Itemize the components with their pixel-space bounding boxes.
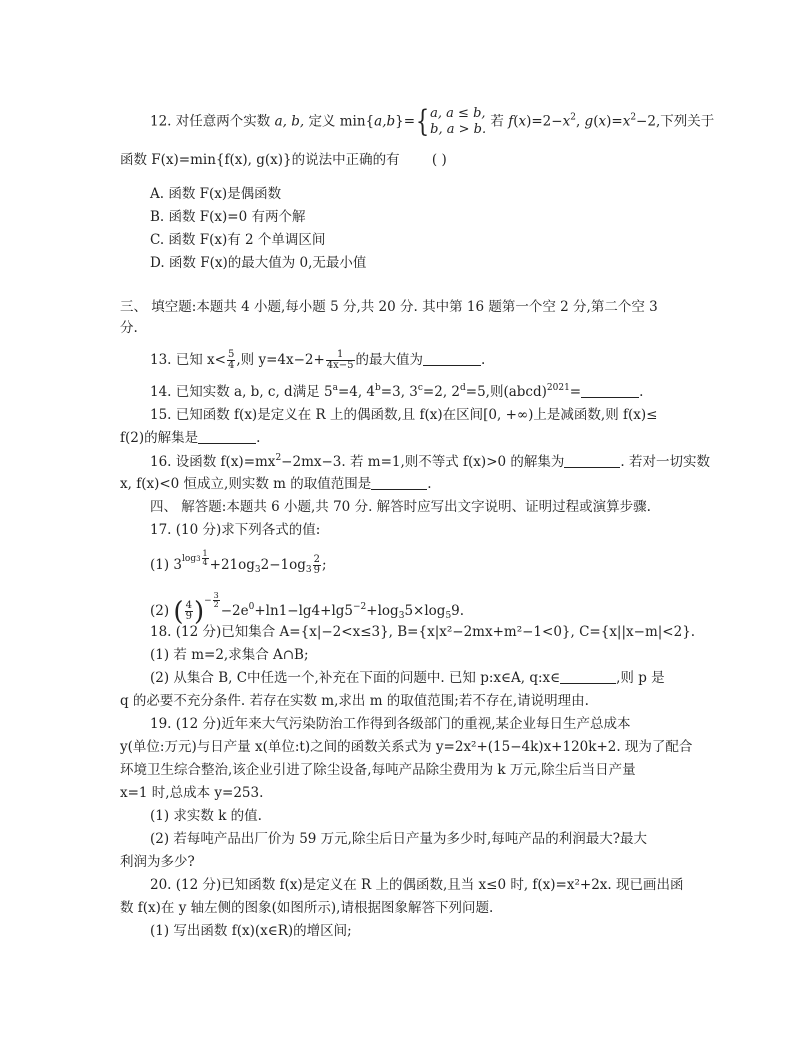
q19-part1: (1) 求实数 k 的值. [150,808,262,824]
q16-blank-2[interactable] [371,475,427,490]
q20-part1: (1) 写出函数 f(x)(x∈R)的增区间; [150,923,352,939]
q13-blank[interactable] [423,351,481,366]
q15-blank[interactable] [198,429,256,444]
q18-part2-cont: q 的必要不充分条件. 若存在实数 m,求出 m 的取值范围;若不存在,请说明理由. [120,693,589,709]
q15-line2: f(2)的解集是 . [120,430,261,446]
q15-line1: 15. 已知函数 f(x)是定义在 R 上的偶函数,且 f(x)在区间[0, +∞)上是减函数,则 f(x)≤ [150,407,658,423]
piecewise-cases: a, a ≤ b, b, a > b. [430,106,487,137]
left-brace: { [415,104,430,139]
answer-paren: ( ) [431,152,447,168]
q14: 14. 已知实数 a, b, c, d满足 $5^a=4$, $4^b=3$, $3^c=2$, $2^d=5$,则(abcd)$^{2021}$= . [150,383,644,400]
q13: 13. 已知 x< $\frac{5}{4}$ ,则 y=4x−2+ $\frac{1}{4x-5}$ 的最大值为 . [150,349,486,371]
q12-number: 12. [150,113,172,130]
q19-part2-cont: 利润为多少? [120,854,195,870]
q12-line1: 12. 对任意两个实数 a, b, 定义 min{a,b}={ a, a ≤ b, b, a > b. 若 $f(x)=2-x^2$, $g(x)=x^2-2$,下列关于 [150,104,715,139]
q19-line3: 环境卫生综合整治,该企业引进了除尘设备,每吨产品除尘费用为 k 万元,除尘后当日产量 [120,762,636,778]
q18-blank[interactable] [560,669,616,684]
section-4-heading: 四、 解答题:本题共 6 小题,共 70 分. 解答时应写出文字说明、证明过程或演算步骤. [150,499,651,515]
q18-part2: (2) 从集合 B, C中任选一个,补充在下面的问题中. 已知 p:x∈A, q:x∈ ,则 p 是 [150,670,665,686]
q18-part1: (1) 若 m=2,求集合 A∩B; [150,647,309,663]
q12-option-d: D. 函数 F(x)的最大值为 0,无最小值 [150,255,367,271]
fraction-1-over: $\frac{1}{4x-5}$ [326,349,354,371]
q17-part2: (2) ( $\frac{4}{9}$ )$^{- \frac{3}{2}}$ $-2e^0+\ln 1-\lg 4+\lg 5^{-2}+\log_35\times\log_59$. [150,591,465,627]
q17-part1: (1) $3^{log3 \frac{1}{4}}$ $+21og_32-1og_3$ $\frac{2}{9}$ ; [150,549,327,576]
q12-line2: 函数 F(x)=min{f(x), g(x)}的说法中正确的有 ( ) [120,152,447,168]
q19-line2: y(单位:万元)与日产量 x(单位:t)之间的函数关系式为 y=2x²+(15−4k)x+120k+2. 现为了配合 [120,739,693,755]
q16-blank-1[interactable] [564,453,620,468]
q14-blank[interactable] [581,383,639,398]
q12-option-a: A. 函数 F(x)是偶函数 [150,186,282,202]
q17-heading: 17. (10 分)求下列各式的值: [150,522,321,538]
q20-line2: 数 f(x)在 y 轴左侧的图象(如图所示),请根据图象解答下列问题. [120,900,494,916]
section-3-heading: 三、 填空题:本题共 4 小题,每小题 5 分,共 20 分. 其中第 16 题第一个空 2 分,第二个空 3 [120,299,658,315]
q20-line1: 20. (12 分)已知函数 f(x)是定义在 R 上的偶函数,且当 x≤0 时, f(x)=x²+2x. 现已画出函 [150,877,684,893]
q19-line4: x=1 时,总成本 y=253. [120,785,264,801]
q19-line1: 19. (12 分)近年来大气污染防治工作得到各级部门的重视,某企业每日生产总成本 [150,716,631,732]
fraction-5-4: $\frac{5}{4}$ [227,349,235,371]
section-3-heading-cont: 分. [120,320,138,336]
q16-line2: x, f(x)<0 恒成立,则实数 m 的取值范围是 . [120,476,432,492]
q16-line1: 16. 设函数 $f(x)=mx^2-2mx-3$. 若 m=1,则不等式 f(x)>0 的解集为 . 若对一切实数 [150,453,710,470]
q18-line1: 18. (12 分)已知集合 A={x|−2<x≤3}, B={x|x²−2mx+m²−1<0}, C={x||x−m|<2}. [150,624,696,640]
q19-part2: (2) 若每吨产品出厂价为 59 万元,除尘后日产量为多少时,每吨产品的利润最大?最大 [150,831,647,847]
q12-option-b: B. 函数 F(x)=0 有两个解 [150,209,306,225]
q12-option-c: C. 函数 F(x)有 2 个单调区间 [150,232,326,248]
